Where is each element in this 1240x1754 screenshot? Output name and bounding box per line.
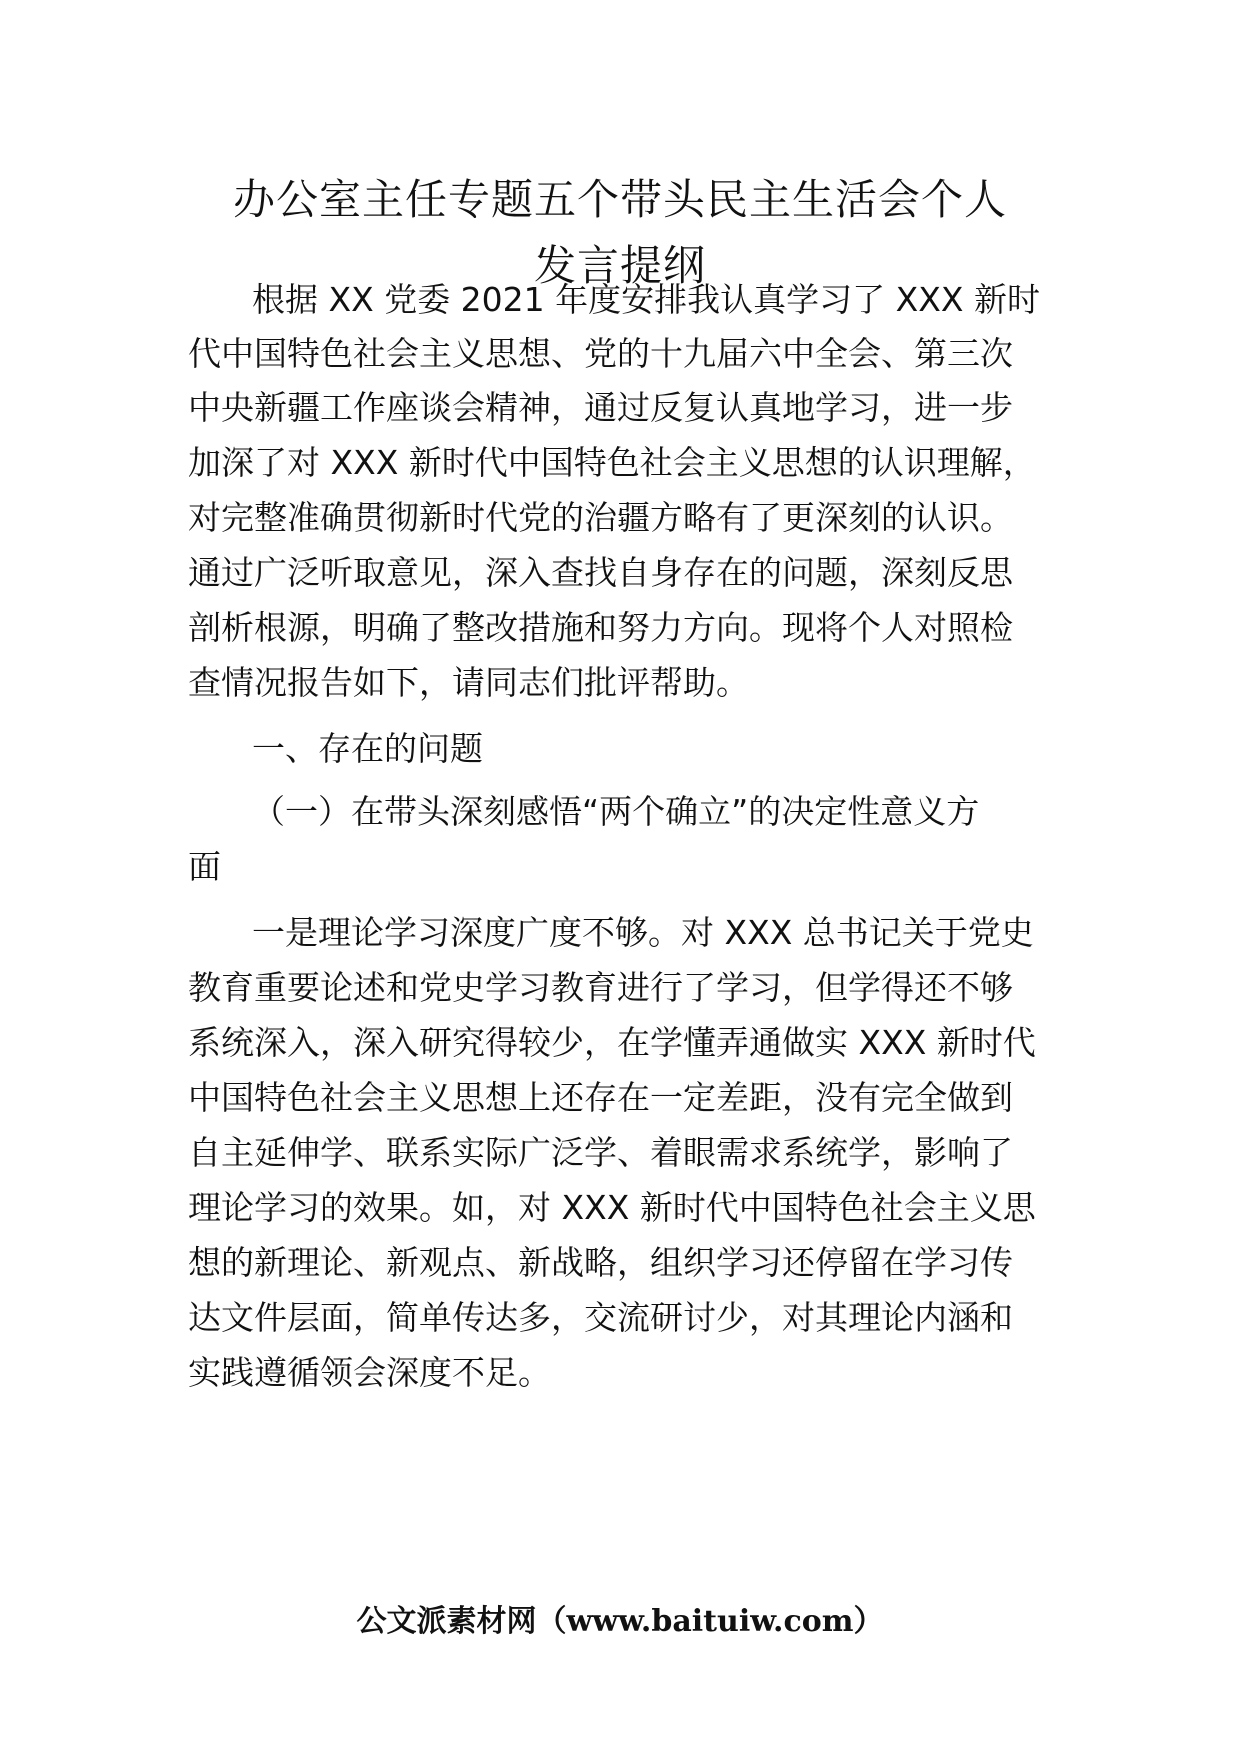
body-line: 中央新疆工作座谈会精神，通过反复认真地学习，进一步 (188, 388, 1013, 427)
subsection-heading-cont: 面 (188, 847, 221, 886)
body-line: 通过广泛听取意见，深入查找自身存在的问题，深刻反思 (188, 553, 1013, 592)
body-line: 代中国特色社会主义思想、党的十九届六中全会、第三次 (188, 334, 1013, 373)
body-line: 自主延伸学、联系实际广泛学、着眼需求系统学，影响了 (188, 1133, 1013, 1172)
body-line: 想的新理论、新观点、新战略，组织学习还停留在学习传 (188, 1243, 1013, 1282)
body-line: 实践遵循领会深度不足。 (188, 1353, 551, 1392)
document-title-line-1: 办公室主任专题五个带头民主生活会个人 (232, 175, 1007, 224)
body-line: 中国特色社会主义思想上还存在一定差距，没有完全做到 (188, 1078, 1013, 1117)
body-line: 理论学习的效果。如，对 XXX 新时代中国特色社会主义思 (188, 1188, 1036, 1227)
body-line: 对完整准确贯彻新时代党的治疆方略有了更深刻的认识。 (188, 498, 1013, 537)
body-line: 系统深入，深入研究得较少，在学懂弄通做实 XXX 新时代 (188, 1023, 1036, 1062)
document-title-line-2: 发言提纲 (533, 241, 706, 290)
body-line: 查情况报告如下，请同志们批评帮助。 (188, 663, 749, 702)
body-line: 一是理论学习深度广度不够。对 XXX 总书记关于党史 (252, 913, 1034, 952)
footer-watermark-text: 公文派素材网（www.baituiw.com） (356, 1604, 884, 1639)
section-heading: 一、存在的问题 (252, 729, 483, 768)
body-line: 加深了对 XXX 新时代中国特色社会主义思想的认识理解， (188, 443, 1036, 482)
body-line: 根据 XX 党委 2021 年度安排我认真学习了 XXX 新时 (252, 280, 1040, 319)
subsection-heading: （一）在带头深刻感悟“两个确立”的决定性意义方 (252, 792, 980, 831)
body-line: 教育重要论述和党史学习教育进行了学习，但学得还不够 (188, 968, 1013, 1007)
body-line: 剖析根源，明确了整改措施和努力方向。现将个人对照检 (188, 608, 1013, 647)
body-line: 达文件层面，简单传达多，交流研讨少，对其理论内涵和 (188, 1298, 1013, 1337)
